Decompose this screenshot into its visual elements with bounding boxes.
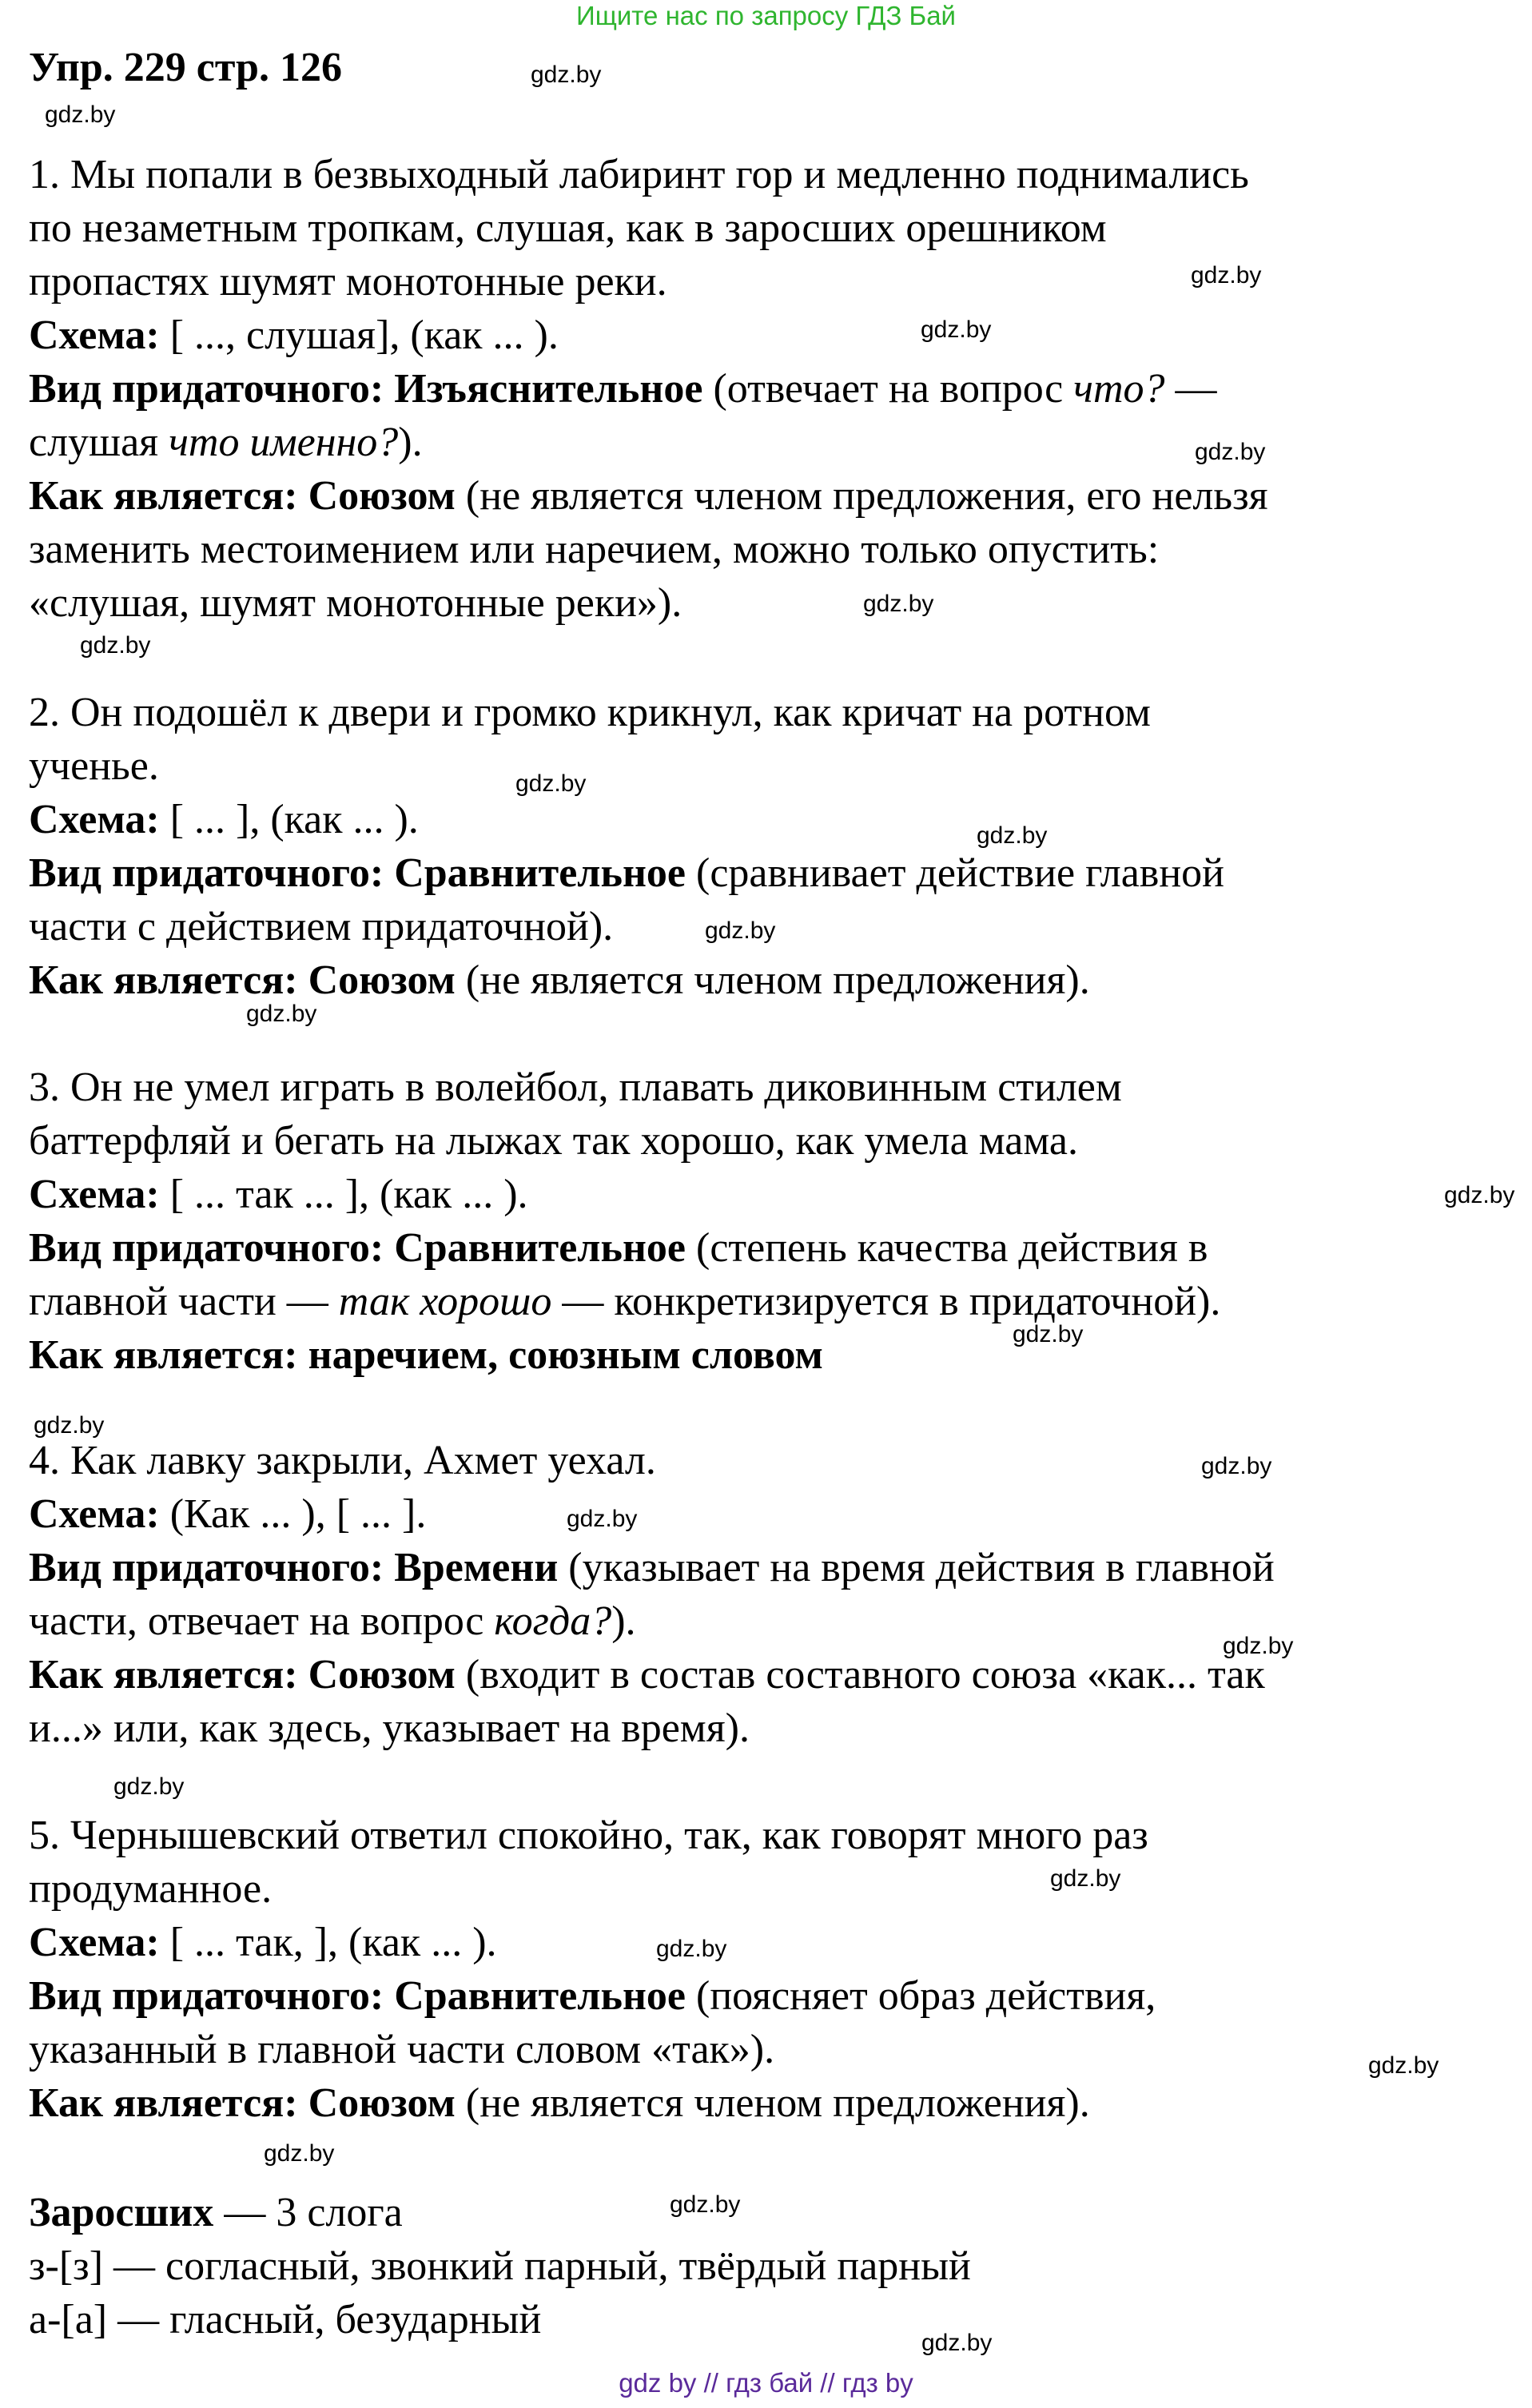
- page-title: Упр. 229 стр. 126: [29, 45, 342, 90]
- watermark: gdz.by: [264, 2140, 335, 2167]
- watermark: gdz.by: [977, 822, 1048, 849]
- phonetic-line-2: а-[а] — гласный, безударный: [29, 2297, 542, 2342]
- item-2-schema: Схема: [ ... ], (как ... ).: [29, 797, 419, 842]
- phonetic-heading: Заросших — 3 слога: [29, 2190, 403, 2235]
- watermark: gdz.by: [921, 316, 992, 343]
- item-1-how-line-1: Как является: Союзом (не является членом предложения, его нельзя: [29, 473, 1268, 519]
- item-1-how-line-2: заменить местоимением или наречием, можно только опустить:: [29, 527, 1160, 572]
- item-3-type-line-1: Вид придаточного: Сравнительное (степень качества действия в: [29, 1225, 1208, 1271]
- item-2-sentence-line-1: 2. Он подошёл к двери и громко крикнул, как кричат на ротном: [29, 690, 1151, 735]
- item-1-schema: Схема: [ ..., слушая], (как ... ).: [29, 312, 559, 358]
- item-4-sentence-line-1: 4. Как лавку закрыли, Ахмет уехал.: [29, 1438, 656, 1483]
- watermark: gdz.by: [1201, 1453, 1272, 1479]
- item-1-sentence-line-2: по незаметным тропкам, слушая, как в заросших орешником: [29, 205, 1107, 251]
- item-1-type-line-1: Вид придаточного: Изъяснительное (отвечает на вопрос что? —: [29, 366, 1217, 412]
- watermark: gdz.by: [246, 1001, 317, 1027]
- watermark: gdz.by: [1195, 439, 1266, 465]
- item-1-how-line-3: «слушая, шумят монотонные реки»).: [29, 580, 682, 626]
- watermark: gdz.by: [670, 2191, 741, 2218]
- item-3-how: Как является: наречием, союзным словом: [29, 1332, 823, 1378]
- watermark: gdz.by: [921, 2330, 993, 2356]
- item-4-type-line-1: Вид придаточного: Времени (указывает на время действия в главной: [29, 1545, 1275, 1590]
- watermark: gdz.by: [45, 101, 116, 128]
- watermark: gdz.by: [1013, 1321, 1084, 1347]
- item-2-how: Как является: Союзом (не является членом предложения).: [29, 957, 1090, 1003]
- watermark: gdz.by: [705, 917, 776, 944]
- watermark: gdz.by: [863, 591, 934, 617]
- item-2-type-line-1: Вид придаточного: Сравнительное (сравнивает действие главной: [29, 850, 1224, 896]
- item-2-type-line-2: части с действием придаточной).: [29, 904, 614, 949]
- watermark: gdz.by: [531, 62, 602, 88]
- item-3-sentence-line-1: 3. Он не умел играть в волейбол, плавать диковинным стилем: [29, 1065, 1122, 1110]
- top-banner[interactable]: Ищите нас по запросу ГДЗ Бай: [576, 1, 956, 30]
- item-3-type-line-2: главной части — так хорошо — конкретизируется в придаточной).: [29, 1279, 1221, 1324]
- watermark: gdz.by: [656, 1936, 727, 1962]
- item-5-sentence-line-1: 5. Чернышевский ответил спокойно, так, как говорят много раз: [29, 1813, 1148, 1858]
- watermark: gdz.by: [80, 632, 151, 659]
- watermark: gdz.by: [34, 1412, 105, 1439]
- item-1-type-line-2: слушая что именно?).: [29, 420, 423, 465]
- phonetic-line-1: з-[з] — согласный, звонкий парный, твёрдый парный: [29, 2243, 971, 2289]
- footer-links[interactable]: gdz by // гдз бай // гдз by: [619, 2368, 913, 2398]
- item-5-type-line-1: Вид придаточного: Сравнительное (поясняет образ действия,: [29, 1973, 1156, 2019]
- item-2-sentence-line-2: ученье.: [29, 743, 159, 789]
- item-4-how-line-1: Как является: Союзом (входит в состав составного союза «как... так: [29, 1652, 1265, 1698]
- watermark: gdz.by: [113, 1773, 185, 1800]
- watermark: gdz.by: [1050, 1865, 1121, 1892]
- item-1-sentence-line-1: 1. Мы попали в безвыходный лабиринт гор и медленно поднимались: [29, 152, 1249, 197]
- watermark: gdz.by: [1368, 2052, 1439, 2079]
- watermark: gdz.by: [1191, 262, 1262, 289]
- item-4-type-line-2: части, отвечает на вопрос когда?).: [29, 1598, 636, 1644]
- watermark: gdz.by: [1444, 1182, 1515, 1208]
- item-3-schema: Схема: [ ... так ... ], (как ... ).: [29, 1172, 528, 1217]
- item-5-schema: Схема: [ ... так, ], (как ... ).: [29, 1920, 497, 1965]
- item-5-sentence-line-2: продуманное.: [29, 1866, 273, 1912]
- watermark: gdz.by: [567, 1506, 638, 1532]
- watermark: gdz.by: [515, 770, 587, 797]
- item-3-sentence-line-2: баттерфляй и бегать на лыжах так хорошо, как умела мама.: [29, 1118, 1078, 1164]
- item-4-how-line-2: и...» или, как здесь, указывает на время).: [29, 1706, 750, 1751]
- item-5-how: Как является: Союзом (не является членом предложения).: [29, 2080, 1090, 2126]
- item-5-type-line-2: указанный в главной части словом «так»).: [29, 2027, 775, 2072]
- item-1-sentence-line-3: пропастях шумят монотонные реки.: [29, 259, 667, 304]
- watermark: gdz.by: [1223, 1633, 1294, 1659]
- item-4-schema: Схема: (Как ... ), [ ... ].: [29, 1491, 427, 1537]
